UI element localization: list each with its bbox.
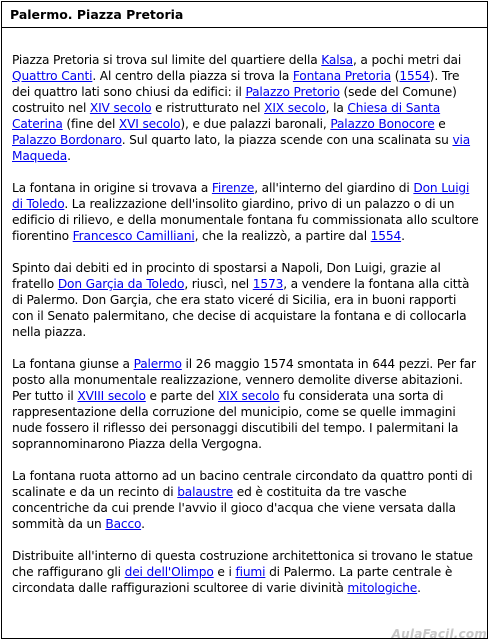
wiki-link[interactable]: 1554 (399, 69, 430, 83)
paragraph-text: (sede del Comune) costruito nel (12, 85, 457, 115)
paragraph-text: e i (213, 565, 236, 579)
wiki-link[interactable]: Palazzo Pretorio (245, 85, 340, 99)
paragraph-text: e (434, 117, 446, 131)
paragraph-text: , riuscì, nel (184, 277, 253, 291)
wiki-link[interactable]: mitologiche (347, 581, 418, 595)
wiki-link[interactable]: Don Luigi di Toledo (12, 181, 470, 211)
paragraph-text: e ristrutturato nel (151, 101, 265, 115)
paragraph-text: La fontana ruota attorno ad un bacino centrale circondato da quattro ponti di scalinate e da un recinto di (12, 469, 473, 499)
paragraph (12, 468, 479, 532)
paragraph-text: Distribuite all'interno di questa costruzione architettonica si trovano le statue che raffigurano gli (12, 549, 473, 579)
paragraph-text: il 26 maggio 1574 smontata in 644 pezzi. Per far posto alla monumentale realizzazione, vennero demolite diverse abitazioni. Per tutto il (12, 357, 476, 403)
wiki-link[interactable]: Don Garçia da Toledo (57, 277, 185, 291)
wiki-link[interactable]: XVIII secolo (77, 389, 146, 403)
paragraph-text: , la (325, 101, 348, 115)
paragraph-text: La fontana in origine si trovava a (12, 181, 212, 195)
paragraph (12, 356, 479, 452)
wiki-link[interactable]: XIV secolo (89, 101, 152, 115)
paragraph (12, 180, 479, 244)
wiki-link[interactable]: XIX secolo (264, 101, 326, 115)
paragraph-text: , all'interno del giardino di (254, 181, 414, 195)
paragraph (12, 548, 479, 596)
paragraph-text: , che la realizzò, a partire dal (194, 229, 371, 243)
wiki-link[interactable]: Francesco Camilliani (72, 229, 195, 243)
wiki-link[interactable]: Kalsa (321, 53, 353, 67)
paragraph-text: . Al centro della piazza si trova la (92, 69, 293, 83)
paragraph-text: ed è costituita da tre vasche concentriche da cui prende l'avvio il gioco d'acqua che viene versata dalla sommità da un (12, 485, 456, 531)
paragraph-text: Spinto dai debiti ed in procinto di spostarsi a Napoli, Don Luigi, grazie al fratello (12, 261, 441, 291)
paragraph-text: ( (391, 69, 400, 83)
paragraph-text: La fontana giunse a (12, 357, 134, 371)
paragraph-text: ), e due palazzi baronali, (180, 117, 331, 131)
wiki-link[interactable]: 1554 (370, 229, 402, 243)
paragraph (12, 52, 479, 164)
paragraph-text: (fine del (62, 117, 119, 131)
wiki-link[interactable]: Chiesa di Santa Caterina (12, 101, 441, 131)
wiki-link[interactable]: XVI secolo (118, 117, 181, 131)
wiki-link[interactable]: 1573 (252, 277, 284, 291)
wiki-link[interactable]: XIX secolo (217, 389, 280, 403)
paragraph-text: . La realizzazione dell'insolito giardino, privo di un palazzo o di un edificio di rilievo, e della monumentale fontana fu commissionata allo scultore fiorentino (12, 197, 479, 243)
paragraph-text: fu considerata una sorta di rappresentazione della corruzione del municipio, come se quelle immagini nude fossero il riflesso dei personaggi discutibili del tempo. I palermitani la soprannominarono Piazza della Vergogna. (12, 389, 459, 451)
wiki-link[interactable]: dei dell'Olimpo (124, 565, 214, 579)
wiki-link[interactable]: Firenze (211, 181, 255, 195)
wiki-link[interactable]: Palermo (133, 357, 182, 371)
paragraph-text: . (141, 517, 145, 531)
paragraph-text: . (401, 229, 405, 243)
paragraph-text: . (67, 149, 71, 163)
wiki-link[interactable]: Palazzo Bonocore (330, 117, 435, 131)
article-body (12, 52, 479, 612)
paragraph-text: . (417, 581, 421, 595)
paragraph-text: , a pochi metri dai (352, 53, 462, 67)
wiki-link[interactable]: fiumi (235, 565, 266, 579)
wiki-link[interactable]: balaustre (177, 485, 234, 499)
paragraph-text: ). Tre dei quattro lati sono chiusi da edifici: il (12, 69, 460, 99)
paragraph-text: , a vendere la fontana alla città di Palermo. Don Garçia, che era stato viceré di Sicilia, era in buoni rapporti con il Senato palermitano, che decise di acquistare la fontana e di collocarla nella piazza. (12, 277, 470, 339)
wiki-link[interactable]: Bacco (105, 517, 142, 531)
wiki-link[interactable]: via Maqueda (12, 133, 471, 163)
paragraph-text: Piazza Pretoria si trova sul limite del quartiere della (12, 53, 322, 67)
paragraph (12, 260, 479, 340)
paragraph-text: e parte del (145, 389, 218, 403)
paragraph-text: di Palermo. La parte centrale è circondata dalle raffigurazioni scultoree di varie divinità (12, 565, 453, 595)
page-title: Palermo. Piazza Pretoria (2, 2, 487, 28)
aulafacil-watermark: AulaFacil.com (391, 627, 487, 641)
wiki-link[interactable]: Palazzo Bordonaro (12, 133, 122, 147)
paragraph-text: . Sul quarto lato, la piazza scende con una scalinata su (121, 133, 453, 147)
wiki-link[interactable]: Quattro Canti (12, 69, 93, 83)
wiki-link[interactable]: Fontana Pretoria (292, 69, 392, 83)
document-frame (1, 1, 488, 639)
